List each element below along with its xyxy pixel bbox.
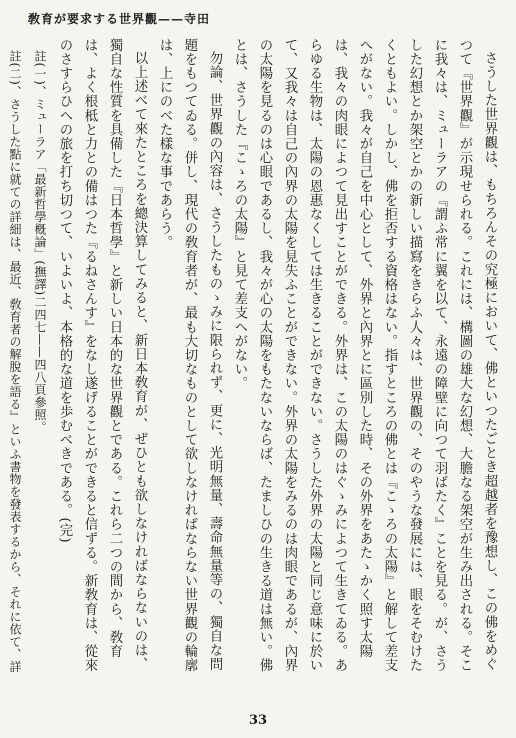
paragraph-3: 以上述べて來たところを總決算してみると、新日本敎育が、ぜひとも欲しなければならないのは、獨自な性質を具備した『日本哲學』と新しい日本的な世界觀とである。これら二つの間から、敎育は、よく根柢と力との備はつた『るねさんす』をなし遂げることができると信ずる。新敎育は、從來のさすらひへの旅を打ち切つて、いよいよ、本格的な道を歩むべきである。(完) — [57, 38, 147, 673]
paragraph-2: 勿論、世界觀の內容は、さうしたものゝみに限られず、更に、光明無量、壽命無量等の、獨自な問題をもつてゐる。併し、現代の敎育者が、最も大切なものとして欲しなければならない世界觀の輪廓は、上にのべた樣な事であらう。 — [157, 38, 222, 673]
footnote-2: 註(二)、さうした點に就ての詳細は、最近、敎育者の解脫を語る』といふ書物を發表するから、それに依て、詳 — [8, 50, 22, 673]
running-head: 敎育が要求する世界觀——寺田 — [28, 12, 211, 26]
page-number: 33 — [248, 713, 268, 728]
vertical-body-text — [8, 38, 502, 678]
paragraph-1: さうした世界觀は、もちろんその究極において、佛といつたごとき超越者を豫想し、この佛をめぐつて『世界觀』が示現せられる。これには、構圖の雄大な幻想、大膽なる架空が生み出される。そこに我々は、ミューラアの『謂ふ常に翼を以て、永遠の障壁に向つて羽ばたく』ことを見る。が、さうした幻想とか架空とかの新しい描寫をきらふ人々は、世界觀の、そのやうな發展には、眼をそむけたくともよい。しかし、佛を拒否する資格はない。指すところの佛とは『こゝろの太陽』と解して差支へがない。我々が自己を中心として、外界と內界とに區別した時、その外界をあたゝかく照す太陽は、我々の肉眼によつて見出すことができる。外界は、この太陽のはぐゝみによつて生きてゐる。あらゆる生物は、太陽の恩惠なくしては生きることができない。さうした外界の太陽と同じ意味に於いて、又我々は自己の內界の太陽を見失ふことができない。外界の太陽をみるのは肉眼であるが、內界の太陽を見るのは心眼であるし、我々が心の太陽をもたないならば、たましひの生きる道は無い。佛とは、さうした『こゝろの太陽』と見て差支へがない。 — [232, 38, 497, 673]
footnote-1: 註(一)、ミューラア「最新哲學槪論」(撫譯)二四七——四八頁參照。 — [33, 50, 47, 434]
